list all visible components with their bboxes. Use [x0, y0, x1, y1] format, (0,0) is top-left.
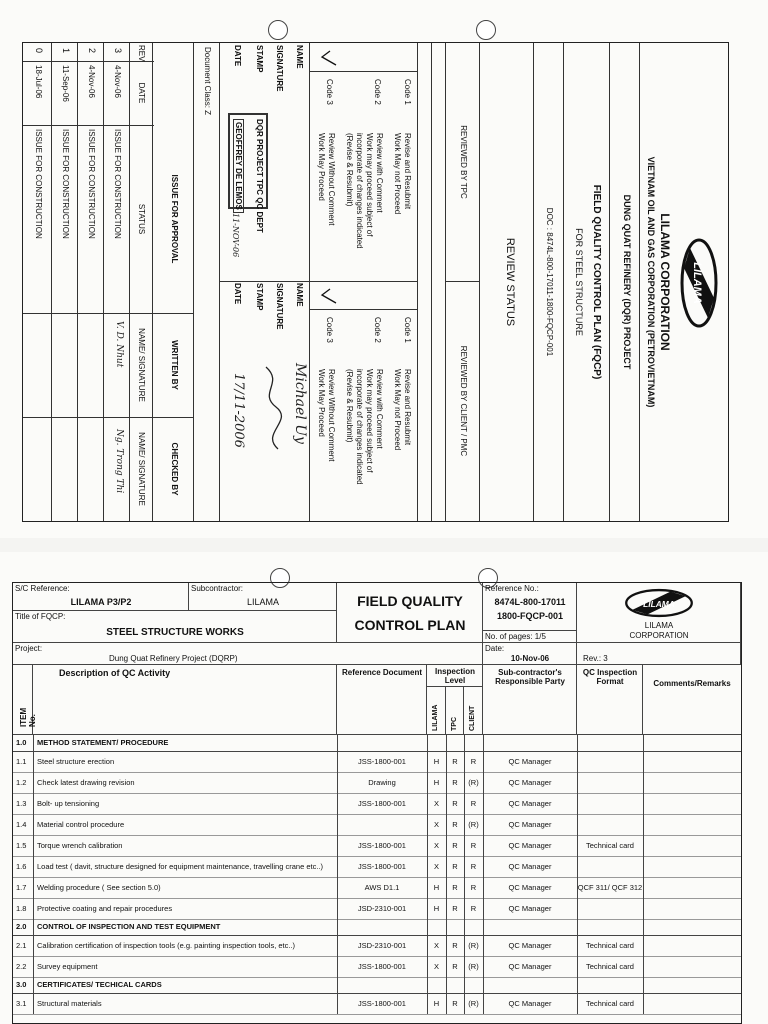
cell-party: QC Manager [508, 904, 552, 913]
revision-subheader: REV DATE STATUS NAME/ SIGNATURE NAME/ SIGNATURE [129, 43, 154, 521]
title-row [563, 43, 610, 521]
code-label: Code 1 [403, 317, 412, 343]
cell-t: R [452, 778, 458, 787]
table-row [13, 898, 741, 920]
project-cell: Project: Dung Quat Refinery Project (DQRP) [13, 643, 483, 665]
cell-no: 1.0 [16, 738, 27, 747]
code-label: Code 2 [373, 317, 382, 343]
client-signature-name: Michael Uy [292, 363, 308, 444]
cell-l: X [433, 799, 439, 808]
cell-party: QC Manager [508, 757, 552, 766]
revision-row: 1 11-Sep-06 ISSUE FOR CONSTRUCTION [51, 43, 78, 521]
qc-plan-table [12, 582, 742, 1024]
cell-l: H [433, 999, 440, 1008]
cell-no: 1.1 [16, 757, 27, 766]
cell-t: R [452, 962, 458, 971]
date-cell: Date: 10-Nov-06 [483, 643, 577, 665]
reviewed-by-tpc: REVIEWED BY TPC [459, 125, 468, 199]
written-by-signature: V. D. Nhut [114, 321, 124, 368]
header-lilama: LILAMA [427, 687, 446, 735]
cover-sheet [22, 42, 729, 522]
punch-hole [476, 20, 496, 40]
cell-party: QC Manager [508, 941, 552, 950]
cell-desc: METHOD STATEMENT/ PROCEDURE [37, 738, 169, 747]
table-row [13, 772, 741, 794]
cell-ref: JSD-2310-001 [357, 941, 407, 950]
revision-row: 3 4-Nov-06 ISSUE FOR CONSTRUCTION V. D. Nhut Ng. Trong Thi [103, 43, 130, 521]
code-label: Code 2 [373, 79, 382, 105]
table-row [13, 935, 741, 957]
header-description: Description of QC Activity [33, 665, 337, 735]
reference-2: 1800-FQCP-001 [496, 611, 564, 621]
cell-party: QC Manager [508, 883, 552, 892]
tpc-stamp: DQR PROJECT TPC QC DEPT GEOFFREY DE LEMOS [228, 113, 268, 209]
cell-desc: Welding procedure ( See section 5.0) [37, 883, 161, 892]
review-status-title: REVIEW STATUS [504, 237, 516, 327]
cell-ref: JSS-1800-001 [358, 799, 406, 808]
cell-party: QC Manager [508, 841, 552, 850]
revision-row: 0 18-Jul-06 ISSUE FOR CONSTRUCTION [34, 48, 44, 239]
cell-party: QC Manager [508, 820, 552, 829]
cell-party: QC Manager [508, 799, 552, 808]
reference-cell: Reference No.: 8474L-800-17011 1800-FQCP-001 [483, 583, 577, 631]
table-row [13, 877, 741, 899]
doc-no-row [533, 43, 564, 521]
client-line-2-row [609, 43, 640, 521]
cell-desc: Structural materials [37, 999, 102, 1008]
cover-header [639, 43, 728, 521]
title-cell: Title of FQCP: STEEL STRUCTURE WORKS [13, 611, 337, 643]
cell-desc: Check latest drawing revision [37, 778, 135, 787]
plan-page [0, 552, 768, 1024]
header-format: QC Inspection Format [577, 665, 643, 735]
svg-text:LILAMA: LILAMA [691, 262, 703, 304]
cell-t: R [452, 799, 458, 808]
cell-t: R [452, 883, 458, 892]
cell-format: Technical card [586, 999, 634, 1008]
header-client: CLIENT [464, 687, 483, 735]
header-tpc: TPC [446, 687, 464, 735]
review-status-row [479, 43, 534, 521]
logo-cell: LILAMA LILAMA CORPORATION [577, 583, 741, 643]
cell-ref: JSS-1800-001 [358, 862, 406, 871]
cell-ref: JSS-1800-001 [358, 999, 406, 1008]
sc-reference: LILAMA P3/P2 [70, 597, 132, 607]
cell-l: X [433, 962, 439, 971]
cell-c: R [470, 862, 477, 871]
header-comments: Comments/Remarks [643, 665, 741, 735]
cell-party: QC Manager [508, 962, 552, 971]
cell-desc: Calibration certification of inspection tools (e.g. painting inspection tools, etc..) [37, 941, 296, 950]
table-row [13, 751, 741, 773]
cell-format: Technical card [586, 962, 634, 971]
cell-c: (R) [468, 941, 479, 950]
cell-desc: Torque wrench calibration [37, 841, 123, 850]
main-title-2: CONTROL PLAN [354, 617, 466, 633]
cell-desc: Material control procedure [37, 820, 125, 829]
cell-c: (R) [468, 820, 479, 829]
client-line-2: DUNG QUAT REFINERY (DQR) PROJECT [622, 194, 632, 370]
section-row [13, 735, 741, 752]
cell-t: R [452, 862, 458, 871]
cell-no: 1.2 [16, 778, 27, 787]
fqcp-title: STEEL STRUCTURE WORKS [106, 627, 244, 638]
cell-party: QC Manager [508, 862, 552, 871]
code-label: Code 3 [325, 317, 334, 343]
table-row [13, 793, 741, 815]
subcontractor: LILAMA [246, 597, 279, 607]
section-row [13, 919, 741, 936]
code-label: Code 3 [325, 79, 334, 105]
table-row [13, 956, 741, 978]
cell-party: QC Manager [508, 778, 552, 787]
table-row [13, 814, 741, 836]
cell-ref: Drawing [368, 778, 396, 787]
cell-c: R [470, 883, 477, 892]
svg-text:LILAMA: LILAMA [643, 598, 675, 609]
doc-title: FIELD QUALITY CONTROL PLAN (FQCP) [591, 184, 602, 380]
doc-subtitle: FOR STEEL STRUCTURE [574, 228, 584, 336]
cell-ref: AWS D1.1 [364, 883, 400, 892]
cell-no: 2.2 [16, 962, 27, 971]
document-class: Document Class: Z [203, 47, 212, 116]
cell-no: 1.7 [16, 883, 27, 892]
cell-l: H [433, 757, 440, 766]
subcontractor-cell: Subcontractor: LILAMA [189, 583, 337, 611]
cell-l: X [433, 841, 439, 850]
client-signature [256, 363, 286, 453]
cell-t: R [452, 841, 458, 850]
reviewed-by-row [445, 43, 480, 521]
cell-desc: Survey equipment [37, 962, 98, 971]
cell-ref: JSS-1800-001 [358, 757, 406, 766]
header-reference: Reference Document [337, 665, 427, 735]
cell-c: (R) [468, 999, 479, 1008]
cell-format: QCF 311/ QCF 312 [577, 883, 643, 892]
header-responsible: Sub-contractor's Responsible Party [483, 665, 577, 735]
cell-desc: Load test ( davit, structure designed for equipment maintenance, travelling crane etc..) [37, 862, 323, 871]
cell-no: 3.0 [16, 980, 27, 989]
cell-no: 1.4 [16, 820, 27, 829]
lilama-logo-icon [678, 238, 720, 328]
sc-reference-cell: S/C Reference: LILAMA P3/P2 [13, 583, 189, 611]
cell-party: QC Manager [508, 999, 552, 1008]
cell-c: R [470, 841, 477, 850]
cell-l: H [433, 778, 440, 787]
company-name: LILAMA CORPORATION [658, 213, 672, 351]
cell-ref: JSS-1800-001 [358, 841, 406, 850]
punch-hole [268, 20, 288, 40]
cell-no: 1.8 [16, 904, 27, 913]
cell-l: X [433, 941, 439, 950]
cell-c: R [470, 757, 477, 766]
reference-1: 8474L-800-17011 [494, 597, 566, 607]
client-line-1: VIETNAM OIL AND GAS CORPORATION (PETROVIETNAM) [646, 156, 656, 408]
project-name: Dung Quat Refinery Project (DQRP) [109, 654, 238, 663]
code-label: Code 1 [403, 79, 412, 105]
cell-t: R [452, 999, 458, 1008]
cell-no: 2.0 [16, 922, 27, 931]
cell-no: 2.1 [16, 941, 27, 950]
cell-no: 1.6 [16, 862, 27, 871]
client-signature-date: 17/11-2006 [231, 373, 246, 448]
table-row [13, 856, 741, 878]
rev-cell: Rev.: 3 [577, 643, 741, 665]
cell-c: (R) [468, 778, 479, 787]
cell-t: R [452, 757, 458, 766]
pages-cell: No. of pages: 1/5 [483, 631, 577, 643]
cell-format: Technical card [586, 841, 634, 850]
cell-t: R [452, 904, 458, 913]
cell-l: H [433, 883, 440, 892]
cell-c: R [470, 904, 477, 913]
table-row [13, 835, 741, 857]
main-title-1: FIELD QUALITY [357, 593, 463, 609]
cell-no: 3.1 [16, 999, 27, 1008]
table-row [13, 993, 741, 1015]
revision-header: ISSUE FOR APPROVAL WRITTEN BY CHECKED BY [152, 43, 194, 521]
reviewed-by-client: REVIEWED BY CLIENT / PMC [459, 345, 468, 457]
cell-desc: Steel structure erection [37, 757, 115, 766]
cell-l: H [433, 904, 440, 913]
cell-c: R [470, 799, 477, 808]
cell-ref: JSD-2310-001 [357, 904, 407, 913]
cell-c: (R) [468, 962, 479, 971]
main-title-cell [337, 583, 483, 643]
cell-ref: JSS-1800-001 [358, 962, 406, 971]
doc-number: DOC : 8474L-800-17011-1800-FQCP-001 [545, 207, 554, 357]
checkmark-icon [318, 49, 338, 67]
plan-date: 10-Nov-06 [510, 654, 550, 663]
cell-t: R [452, 941, 458, 950]
header-inspection: Inspection Level [427, 665, 483, 687]
cell-t: R [452, 820, 458, 829]
cell-no: 1.3 [16, 799, 27, 808]
codes-block: Code 1 Revise and Resubmit Work May not Proceed Code 2 Review with Comment Work may proceed subject of incorporate of changes indicated (Revise & Resubmit) Code 3 Review Without Comment Work May Proceed Code 1 Revise and Resubmit Work May not Proceed Code 2 Review with Comment Work may proceed subject of incorporate of changes indicated (Revise & Resubmit) Code 3 Review Without Comment Work May Proceed [309, 43, 418, 521]
cell-format: Technical card [586, 941, 634, 950]
signature-block: NAME SIGNATURE STAMP DATE DQR PROJECT TPC QC DEPT GEOFFREY DE LEMOS 11-NOV-06 NAME SIGNATURE STAMP DATE Michael Uy 17/11-2006 [219, 43, 310, 521]
lilama-logo-icon [623, 587, 695, 619]
header-item-no: ITEM No. [13, 665, 33, 735]
cell-desc: Protective coating and repair procedures [37, 904, 173, 913]
cell-no: 1.5 [16, 841, 27, 850]
checked-by-signature: Ng. Trong Thi [114, 429, 124, 494]
section-row [13, 977, 741, 994]
cell-desc: CONTROL OF INSPECTION AND TEST EQUIPMENT [37, 922, 221, 931]
revision-row: 2 4-Nov-06 ISSUE FOR CONSTRUCTION [77, 43, 104, 521]
cell-l: X [433, 820, 439, 829]
cell-desc: CERTIFICATES/ TECHICAL CARDS [37, 980, 162, 989]
cell-l: X [433, 862, 439, 871]
checkmark-icon [318, 287, 338, 305]
cell-desc: Bolt- up tensioning [37, 799, 100, 808]
